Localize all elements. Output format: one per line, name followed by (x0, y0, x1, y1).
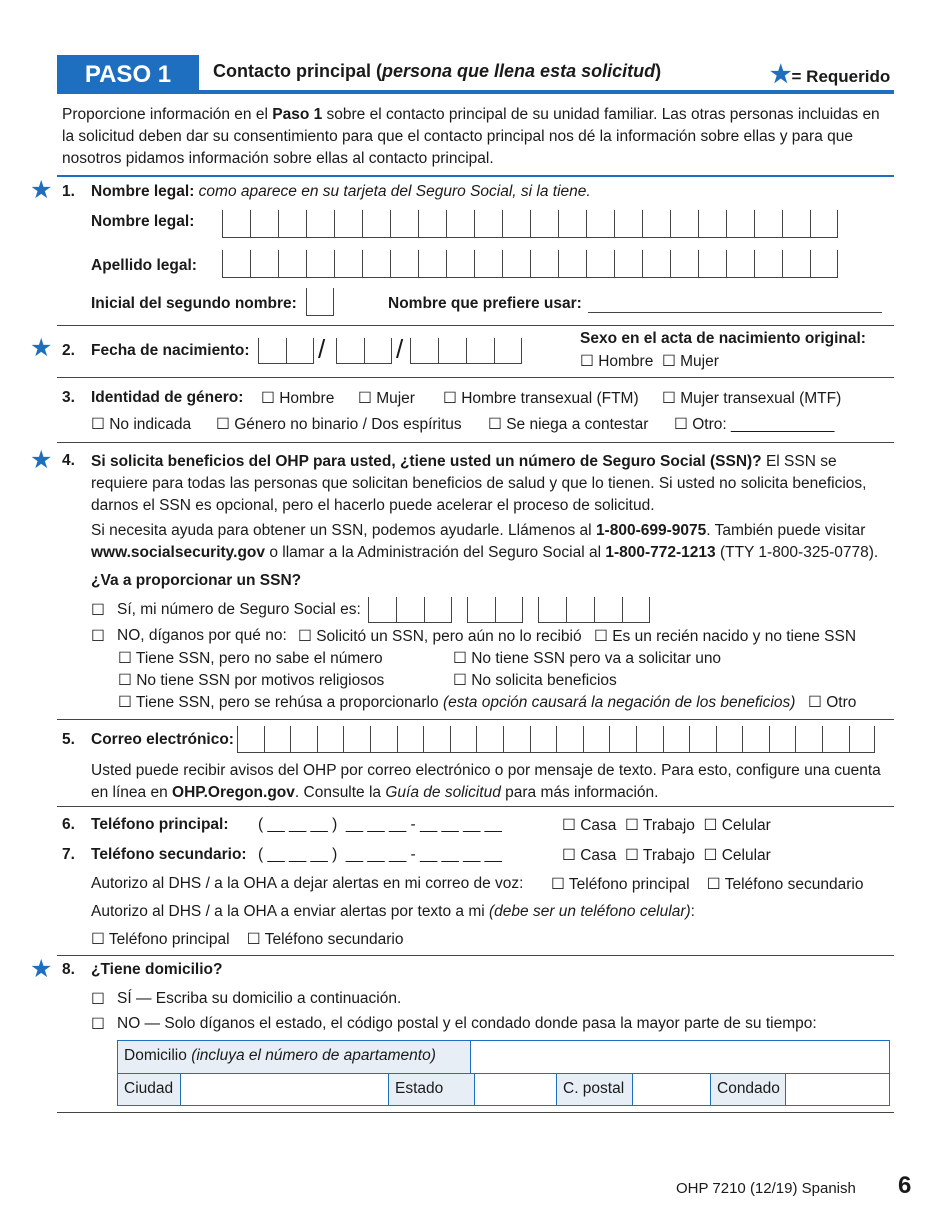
text-consent-options[interactable]: ☐ Teléfono principal ☐ Teléfono secundario (91, 931, 404, 948)
divider (57, 377, 894, 378)
birth-sex-options[interactable]: ☐ Hombre ☐ Mujer (580, 353, 719, 370)
address-no-checkbox[interactable]: ☐ (91, 1016, 105, 1033)
divider (57, 325, 894, 326)
divider (57, 175, 894, 177)
email-field[interactable] (237, 726, 875, 753)
address-row (118, 1041, 889, 1073)
primary-phone-field[interactable]: ( __ __ __ ) __ __ __ - __ __ __ __ (258, 816, 502, 833)
intro-text: Proporcione información en el Paso 1 sobre el contacto principal de su unidad familiar. Las otras personas incluidas en la solicitud deben dar su consentimiento para que el contacto principal nos dé la información sobre ellas y para que nosotros pidamos información sobre ellas al contacto principal. (62, 106, 880, 167)
divider (57, 806, 894, 807)
ssn-reason-other[interactable]: ☐ Otro (808, 694, 857, 711)
preferred-name-label: Nombre que prefiere usar: (388, 295, 582, 312)
page-title: Contacto principal (persona que llena esta solicitud) (213, 61, 662, 81)
divider (57, 1112, 894, 1113)
middle-initial-label: Inicial del segundo nombre: (91, 295, 297, 312)
form-id: OHP 7210 (12/19) Spanish (676, 1180, 856, 1197)
zip-field[interactable] (633, 1074, 711, 1105)
address-no-label: NO — Solo díganos el estado, el código postal y el condado donde pasa la mayor parte de su tiempo: (117, 1015, 817, 1032)
birth-year-field[interactable] (410, 338, 522, 364)
zip-label: C. postal (557, 1074, 633, 1105)
county-label: Condado (711, 1074, 786, 1105)
last-name-field[interactable] (222, 250, 838, 278)
state-field[interactable] (475, 1074, 557, 1105)
page-number: 6 (898, 1172, 912, 1199)
gender-not-listed[interactable]: ☐ No indicada (91, 416, 192, 433)
secondary-phone-field[interactable]: ( __ __ __ ) __ __ __ - __ __ __ __ (258, 846, 502, 863)
voicemail-consent-label: Autorizo al DHS / a la OHA a dejar alertas en mi correo de voz: (91, 875, 524, 892)
state-label: Estado (389, 1074, 475, 1105)
q1-number: 1. (62, 183, 75, 200)
star-icon: ★ (30, 176, 53, 204)
primary-phone-label: Teléfono principal: (91, 816, 229, 833)
birth-month-field[interactable] (258, 338, 314, 364)
header-underline (57, 90, 894, 94)
county-field[interactable] (786, 1074, 889, 1105)
ssn-reason-newborn[interactable]: ☐ Es un recién nacido y no tiene SSN (594, 628, 857, 645)
gender-female[interactable]: ☐ Mujer (358, 390, 415, 407)
divider (57, 442, 894, 443)
ssn-question: ¿Va a proporcionar un SSN? (91, 572, 302, 589)
q8-number: 8. (62, 961, 75, 978)
ssn-reason-applied[interactable]: ☐ Solicitó un SSN, pero aún no lo recibió (298, 628, 582, 645)
birth-day-field[interactable] (336, 338, 392, 364)
gender-label: Identidad de género: (91, 389, 244, 406)
ohp-website-link[interactable]: OHP.Oregon.gov (172, 784, 295, 801)
address-row (118, 1073, 889, 1105)
gender-other[interactable]: ☐ Otro: ____________ (674, 416, 835, 433)
address-label: Domicilio (incluya el número de apartamento) (118, 1041, 471, 1073)
star-icon: ★ (30, 446, 53, 474)
address-question: ¿Tiene domicilio? (91, 961, 223, 978)
q6-number: 6. (62, 816, 75, 833)
q2-number: 2. (62, 342, 75, 359)
gender-male[interactable]: ☐ Hombre (261, 390, 335, 407)
q7-number: 7. (62, 846, 75, 863)
q3-number: 3. (62, 389, 75, 406)
date-slash: / (396, 334, 404, 364)
divider (57, 719, 894, 720)
star-icon: ★ (30, 955, 53, 983)
ssn-reason-unknown[interactable]: ☐ Tiene SSN, pero no sabe el número (118, 650, 383, 667)
q1-heading: Nombre legal: como aparece en su tarjeta del Seguro Social, si la tiene. (91, 183, 591, 200)
birth-sex-label: Sexo en el acta de nacimiento original: (580, 330, 866, 347)
ssn-part1-field[interactable] (368, 597, 452, 623)
last-name-label: Apellido legal: (91, 257, 197, 274)
city-label: Ciudad (118, 1074, 181, 1105)
ssn-no-label: NO, díganos por qué no: (117, 627, 287, 644)
ssn-reason-no-benefits[interactable]: ☐ No solicita beneficios (453, 672, 617, 689)
ssn-no-checkbox[interactable]: ☐ (91, 628, 105, 645)
ssa-website-link[interactable]: www.socialsecurity.gov (91, 544, 266, 561)
first-name-label: Nombre legal: (91, 213, 195, 230)
step-label: PASO 1 (84, 61, 172, 88)
gender-trans-male[interactable]: ☐ Hombre transexual (FTM) (443, 390, 639, 407)
email-label: Correo electrónico: (91, 731, 234, 748)
gender-declined[interactable]: ☐ Se niega a contestar (488, 416, 649, 433)
address-yes-label: SÍ — Escriba su domicilio a continuación. (117, 990, 402, 1007)
primary-phone-type[interactable]: ☐ Casa ☐ Trabajo ☐ Celular (562, 817, 771, 834)
ssn-yes-label: Sí, mi número de Seguro Social es: (117, 601, 361, 618)
address-table (117, 1040, 890, 1106)
ssn-reason-refuses[interactable]: ☐ Tiene SSN, pero se rehúsa a proporcionarlo (esta opción causará la negación de los beneficios) (118, 694, 796, 711)
preferred-name-field[interactable] (588, 312, 882, 313)
star-icon: ★ (770, 61, 792, 88)
email-info-text: Usted puede recibir avisos del OHP por correo electrónico o por mensaje de texto. Para esto, configure una cuenta en línea en OHP.Oregon.gov. Consulte la Guía de solicitud para más información. (91, 762, 881, 801)
secondary-phone-type[interactable]: ☐ Casa ☐ Trabajo ☐ Celular (562, 847, 771, 864)
secondary-phone-label: Teléfono secundario: (91, 846, 247, 863)
q5-number: 5. (62, 731, 75, 748)
step-badge (57, 55, 199, 93)
divider (57, 955, 894, 956)
date-slash: / (318, 334, 326, 364)
address-yes-checkbox[interactable]: ☐ (91, 991, 105, 1008)
gender-nonbinary[interactable]: ☐ Género no binario / Dos espíritus (216, 416, 462, 433)
text-consent-label: Autorizo al DHS / a la OHA a enviar alertas por texto a mi (debe ser un teléfono celular): (91, 903, 695, 920)
birthdate-label: Fecha de nacimiento: (91, 342, 250, 359)
middle-initial-field[interactable] (306, 288, 334, 316)
required-legend: ★= Requerido (770, 61, 891, 88)
star-icon: ★ (30, 334, 53, 362)
first-name-field[interactable] (222, 210, 838, 238)
city-field[interactable] (181, 1074, 389, 1105)
q4-text: Si solicita beneficios del OHP para usted, ¿tiene usted un número de Seguro Social (SSN)? El SSN se requiere para todas las personas que solicitan beneficios de salud y que lo tienen. Si usted no solicita beneficios, darnos el SSN es opcional, pero el hacerlo puede acelerar el proceso de solicitud. (91, 453, 867, 514)
ssn-reason-will-apply[interactable]: ☐ No tiene SSN pero va a solicitar uno (453, 650, 722, 667)
address-field[interactable] (471, 1041, 889, 1073)
q4-help-text: Si necesita ayuda para obtener un SSN, podemos ayudarle. Llámenos al 1-800-699-9075. También puede visitar www.socialsecurity.gov o llamar a la Administración del Seguro Social al 1-800-772-1213 (TTY 1-800-325-0778). (91, 522, 879, 561)
ssn-part3-field[interactable] (538, 597, 650, 623)
voicemail-consent-options[interactable]: ☐ Teléfono principal ☐ Teléfono secundario (551, 876, 864, 893)
ssn-part2-field[interactable] (467, 597, 523, 623)
ssn-reason-religious[interactable]: ☐ No tiene SSN por motivos religiosos (118, 672, 385, 689)
q4-number: 4. (62, 452, 75, 469)
ssn-yes-checkbox[interactable]: ☐ (91, 602, 105, 619)
gender-trans-female[interactable]: ☐ Mujer transexual (MTF) (662, 390, 842, 407)
